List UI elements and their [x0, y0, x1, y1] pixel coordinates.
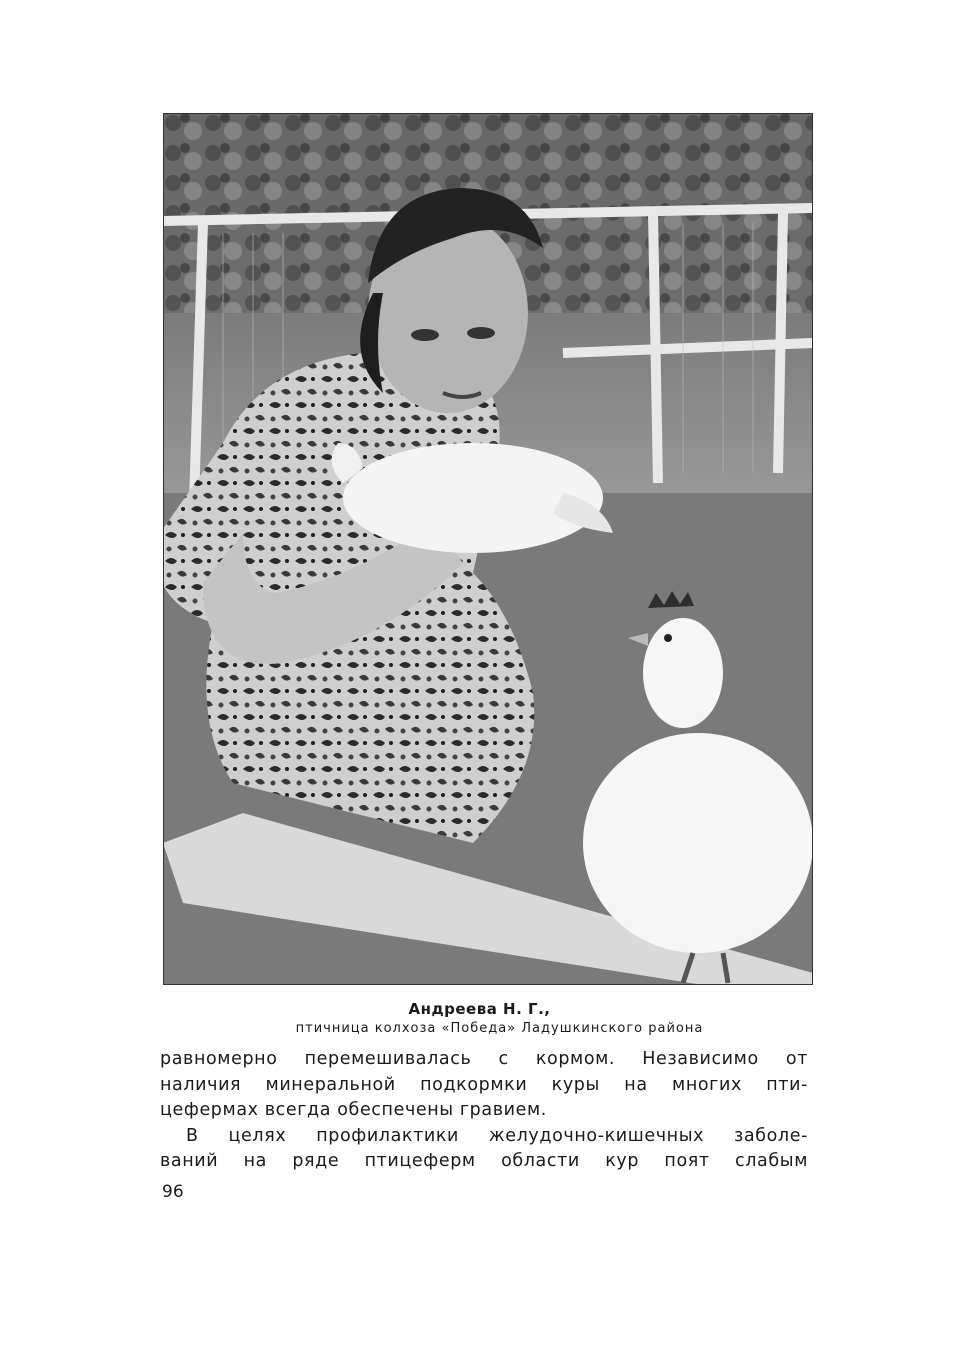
body-line: цефермах всегда обеспечены гравием. — [160, 1100, 547, 1120]
body-text — [160, 1047, 808, 1175]
body-line: В целях профилактики желудочно-кишечных заболе- — [186, 1125, 808, 1146]
caption-name: Андреева Н. Г., — [408, 1000, 551, 1018]
photo — [163, 113, 813, 985]
page-number: 96 — [162, 1182, 184, 1202]
body-line: равномерно перемешивалась с кормом. Независимо от — [160, 1049, 808, 1069]
body-line: наличия минеральной подкормки куры на многих пти- — [160, 1074, 808, 1095]
body-line: ваний на ряде птицеферм области кур поят слабым — [160, 1151, 808, 1171]
photo-illustration — [163, 113, 813, 985]
caption-subtitle: птичница колхоза «Победа» Ладушкинского района — [295, 1021, 704, 1036]
